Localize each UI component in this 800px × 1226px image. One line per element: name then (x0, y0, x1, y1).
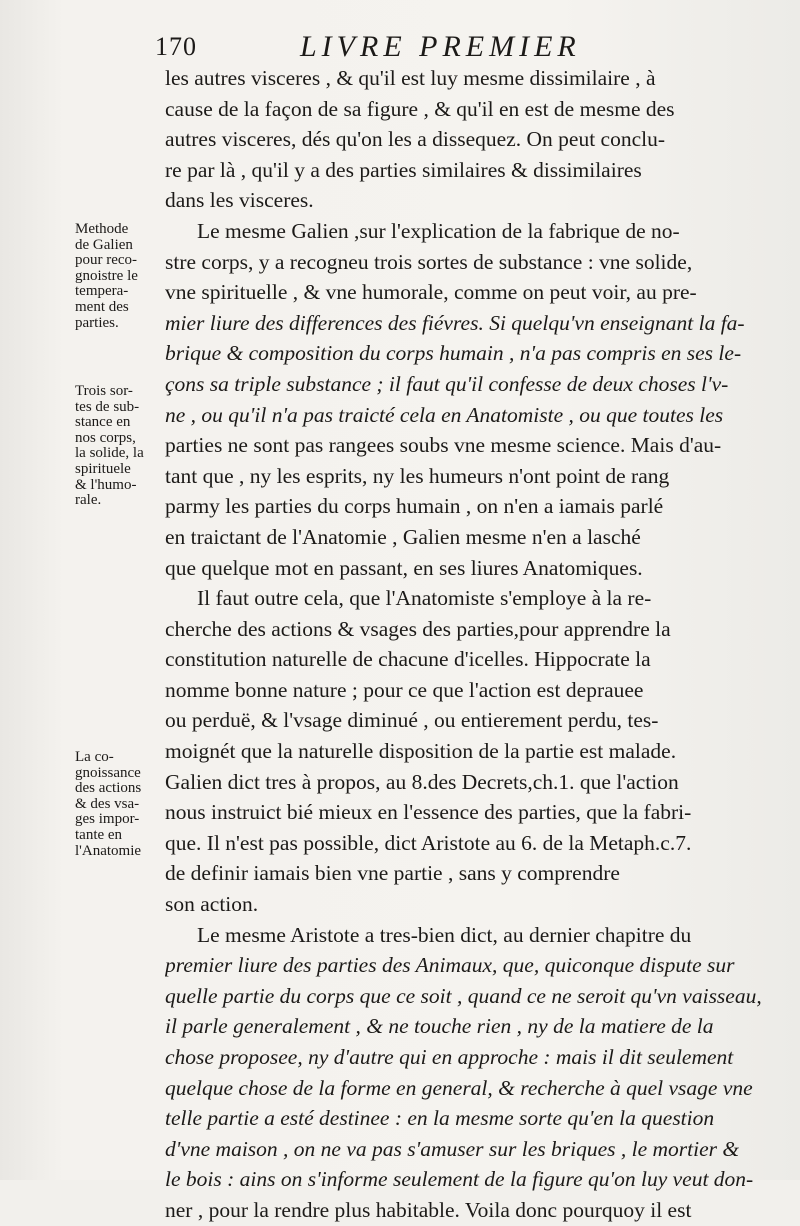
margin-note-line: & l'humo- (75, 476, 137, 493)
margin-note-line: ges impor- (75, 811, 140, 828)
margin-note-line: Methode (75, 221, 129, 237)
margin-note-line: tes de sub- (75, 398, 140, 415)
text-line: quelle partie du corps que ce soit , quand ce ne seroit qu'vn vaisseau, (165, 983, 762, 1008)
text-line: çons sa triple substance ; il faut qu'il confesse de deux choses l'v- (165, 371, 729, 396)
text-line: vne spirituelle , & vne humorale, comme on peut voir, au pre- (165, 280, 697, 305)
text-line: ner , pour la rendre plus habitable. Voila donc pourquoy il est (165, 1197, 692, 1222)
text-line: Le mesme Aristote a tres-bien dict, au dernier chapitre du (197, 922, 692, 947)
text-line: stre corps, y a recogneu trois sortes de substance : vne solide, (165, 249, 693, 274)
margin-note-line: spirituele (75, 460, 131, 477)
text-line: mier liure des differences des fiévres. Si quelqu'vn enseignant la fa- (165, 310, 745, 335)
text-line: cherche des actions & vsages des parties,pour apprendre la (165, 616, 671, 641)
text-line: parmy les parties du corps humain , on n'en a iamais parlé (165, 494, 664, 519)
text-line: quelque chose de la forme en general, & recherche à quel vsage vne (165, 1075, 753, 1100)
text-line: autres visceres, dés qu'on les a dissequez. On peut conclu- (165, 127, 666, 152)
text-line: moignét que la naturelle disposition de la partie est malade. (165, 739, 677, 764)
margin-note-line: rale. (75, 492, 102, 509)
margin-note-line: gnoissance (75, 764, 141, 781)
margin-note-line: stance en (75, 414, 131, 431)
margin-note-line: parties. (75, 314, 119, 331)
text-line: le bois : ains on s'informe seulement de la figure qu'on luy veut don- (165, 1167, 754, 1192)
text-line: telle partie a esté destinee : en la mesme sorte qu'en la question (165, 1106, 715, 1131)
text-line: nomme bonne nature ; pour ce que l'action est deprauee (165, 677, 644, 702)
text-line: Galien dict tres à propos, au 8.des Decrets,ch.1. que l'action (165, 769, 679, 794)
margin-note-line: tante en (75, 826, 123, 843)
text-line: son action. (165, 892, 259, 917)
margin-note-line: ment des (75, 298, 129, 315)
text-line: en traictant de l'Anatomie , Galien mesme n'en a lasché (165, 524, 641, 549)
margin-note-line: pour reco- (75, 252, 138, 269)
text-line: Il faut outre cela, que l'Anatomiste s'employe à la re- (197, 586, 652, 611)
margin-note-line: tempera- (75, 283, 129, 300)
text-line: ou perduë, & l'vsage diminué , ou entierement perdu, tes- (165, 708, 659, 733)
margin-note-methode (75, 222, 170, 331)
margin-note-line: des actions (75, 780, 142, 797)
margin-note-line: Trois sor- (75, 383, 133, 399)
text-line: de definir iamais bien vne partie , sans y comprendre (165, 861, 620, 886)
text-line: nous instruict bié mieux en l'essence des parties, que la fabri- (165, 800, 692, 825)
text-line: Le mesme Galien ,sur l'explication de la fabrique de no- (197, 218, 680, 243)
text-line: il parle generalement , & ne touche rien , ny de la matiere de la (165, 1014, 714, 1039)
body-text (165, 63, 770, 1226)
text-line: ne , ou qu'il n'a pas traicté cela en Anatomiste , ou que toutes les (165, 402, 724, 427)
text-line: les autres visceres , & qu'il est luy mesme dissimilaire , à (165, 66, 656, 90)
running-head: LIVRE PREMIER (300, 30, 581, 63)
text-line: chose proposee, ny d'autre qui en approche : mais il dit seulement (165, 1045, 734, 1069)
margin-note-line: gnoistre le (75, 267, 138, 284)
margin-note-line: La co- (75, 749, 114, 765)
margin-note-cognoissance (75, 750, 170, 859)
margin-note-line: nos corps, (75, 429, 136, 446)
text-line: re par là , qu'il y a des parties similaires & dissimilaires (165, 157, 642, 182)
margin-note-trois-sortes (75, 384, 170, 509)
page-number: 170 (155, 32, 197, 61)
text-line: que quelque mot en passant, en ses liures Anatomiques. (165, 555, 643, 580)
text-line: constitution naturelle de chacune d'icelles. Hippocrate la (165, 647, 651, 672)
text-line: brique & composition du corps humain , n'a pas compris en ses le- (165, 341, 742, 366)
text-line: dans les visceres. (165, 188, 314, 213)
margin-note-line: la solide, la (75, 445, 144, 462)
margin-note-line: & des vsa- (75, 795, 140, 812)
text-line: premier liure des parties des Animaux, que, quiconque dispute sur (165, 953, 735, 978)
text-line: que. Il n'est pas possible, dict Aristote au 6. de la Metaph.c.7. (165, 830, 692, 855)
text-line: d'vne maison , on ne va pas s'amuser sur les briques , le mortier & (165, 1136, 740, 1161)
margin-note-line: de Galien (75, 236, 133, 253)
page-header (155, 26, 660, 66)
text-line: parties ne sont pas rangees soubs vne mesme science. Mais d'au- (165, 433, 722, 458)
margin-note-line: l'Anatomie (75, 842, 142, 859)
text-line: cause de la façon de sa figure , & qu'il en est de mesme des (165, 96, 675, 121)
text-line: tant que , ny les esprits, ny les humeurs n'ont point de rang (165, 463, 670, 488)
